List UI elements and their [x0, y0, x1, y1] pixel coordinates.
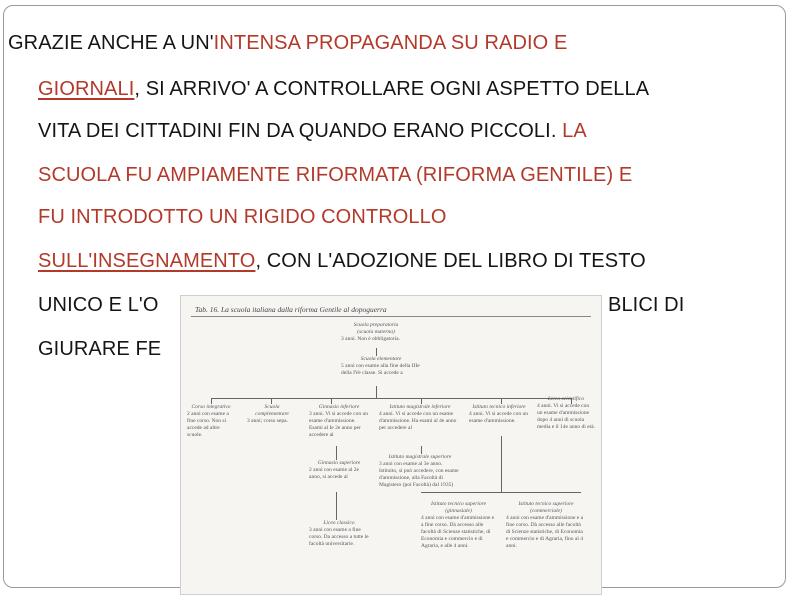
text-line-2-part-b: , SI ARRIVO' A CONTROLLARE OGNI ASPETTO DELLA: [134, 78, 650, 100]
text-line-1: [8, 32, 567, 55]
school-system-diagram-image: [180, 295, 602, 595]
diagram-connector: [421, 446, 422, 454]
diagram-box-tecnico-superiore-b: Istituto tecnico superiore (commerciale) 4 anni con esame d'ammissione e a fine corso. Dà accesso alle facoltà di Scienze statistiche, di Economia e commercio e di Agraria, fino al 4 anni.: [506, 501, 584, 549]
diagram-connector: [376, 386, 377, 398]
text-line-3-part-a: VITA DEI CITTADINI FIN DA QUANDO ERANO PICCOLI.: [38, 120, 563, 142]
diagram-connector: [336, 492, 337, 520]
diagram-box-corso-integrativo: Corso integrativo 2 anni con esame a fine corso. Non si accede ad altre scuole.: [187, 404, 231, 438]
diagram-box-elementare: Scuola elementare 5 anni con esame alla fine della IIIe della IVe classe. Si accede a: [341, 356, 420, 376]
diagram-title-rule: [191, 316, 591, 317]
text-line-5: FU INTRODOTTO UN RIGIDO CONTROLLO: [38, 206, 447, 228]
text-line-1-part-a: GRAZIE ANCHE A UN': [8, 32, 214, 54]
diagram-connector: [336, 446, 337, 460]
diagram-box-preparatoria: Scuola preparatoria (scuola materna) 3 anni. Non è obbligatoria.: [341, 322, 400, 342]
text-line-8: GIURARE FE: [38, 338, 162, 360]
text-line-7-part-b: BLICI DI: [608, 294, 685, 316]
text-line-3-part-b: LA: [562, 120, 587, 142]
diagram-title: Tab. 16. La scuola italiana dalla riforma Gentile al dopoguerra: [195, 305, 387, 314]
diagram-box-ginnasio-superiore: Ginnasio superiore 2 anni con esame al 2e anno, si accede al: [309, 460, 361, 480]
text-line-6-part-a: SULL'INSEGNAMENTO: [38, 250, 256, 272]
diagram-box-ginnasio-inferiore: Ginnasio inferiore 3 anni. Vi si accede con un esame d'ammissione. Esami al Ie 2e anno per accedere al: [309, 404, 368, 438]
diagram-box-tecnico-inferiore: Istituto tecnico inferiore 4 anni. Vi si accede con un esame d'ammissione.: [469, 404, 528, 424]
diagram-box-tecnico-superiore-a: Istituto tecnico superiore (ginnasiale) 4 anni con esame d'ammissione e a fine corso. Dà accesso alle facoltà di Scienze statistiche, di Economia e commercio e di Agraria, e alle 4 anni.: [421, 501, 495, 549]
text-line-2-part-a: GIORNALI: [38, 78, 135, 100]
diagram-connector: [501, 436, 502, 492]
text-line-1-part-b: INTENSA PROPAGANDA SU RADIO E: [213, 32, 568, 54]
text-line-4: SCUOLA FU AMPIAMENTE RIFORMATA (RIFORMA GENTILE) E: [38, 164, 633, 186]
diagram-branch-line: [211, 398, 571, 399]
diagram-box-liceo-scientifico: Liceo scientifico 4 anni. Vi si accede con un esame d'ammissione dopo 4 anni di scuola media e il 14e anno di età.: [537, 396, 595, 430]
diagram-box-magistrale-inferiore: Istituto magistrale inferiore 4 anni. Vi si accede con un esame d'ammissione. Ha esami al 4e anno per accedere al: [379, 404, 457, 431]
diagram-box-liceo-classico: Liceo classico 3 anni con esame a fine corso. Da accesso a tutte le facoltà universitarie.: [309, 520, 369, 547]
diagram-box-scuola-complementare: Scuola complementare 3 anni; corso sepa.: [247, 404, 289, 424]
text-line-3: [38, 120, 587, 143]
text-line-7-part-a: UNICO E L'O: [38, 294, 159, 316]
text-line-6-part-b: , CON L'ADOZIONE DEL LIBRO DI TESTO: [255, 250, 646, 272]
diagram-branch-line: [421, 492, 581, 493]
diagram-box-magistrale-superiore: Istituto magistrale superiore 3 anni con esame al 3e anno. Istituito, si può accedere, con esame d'ammissione, alla Facoltà di Magistero (poi Facoltà) dal 1935): [379, 454, 459, 488]
diagram-connector: [376, 348, 377, 356]
text-line-6: [38, 250, 646, 273]
text-line-2: [38, 78, 649, 101]
